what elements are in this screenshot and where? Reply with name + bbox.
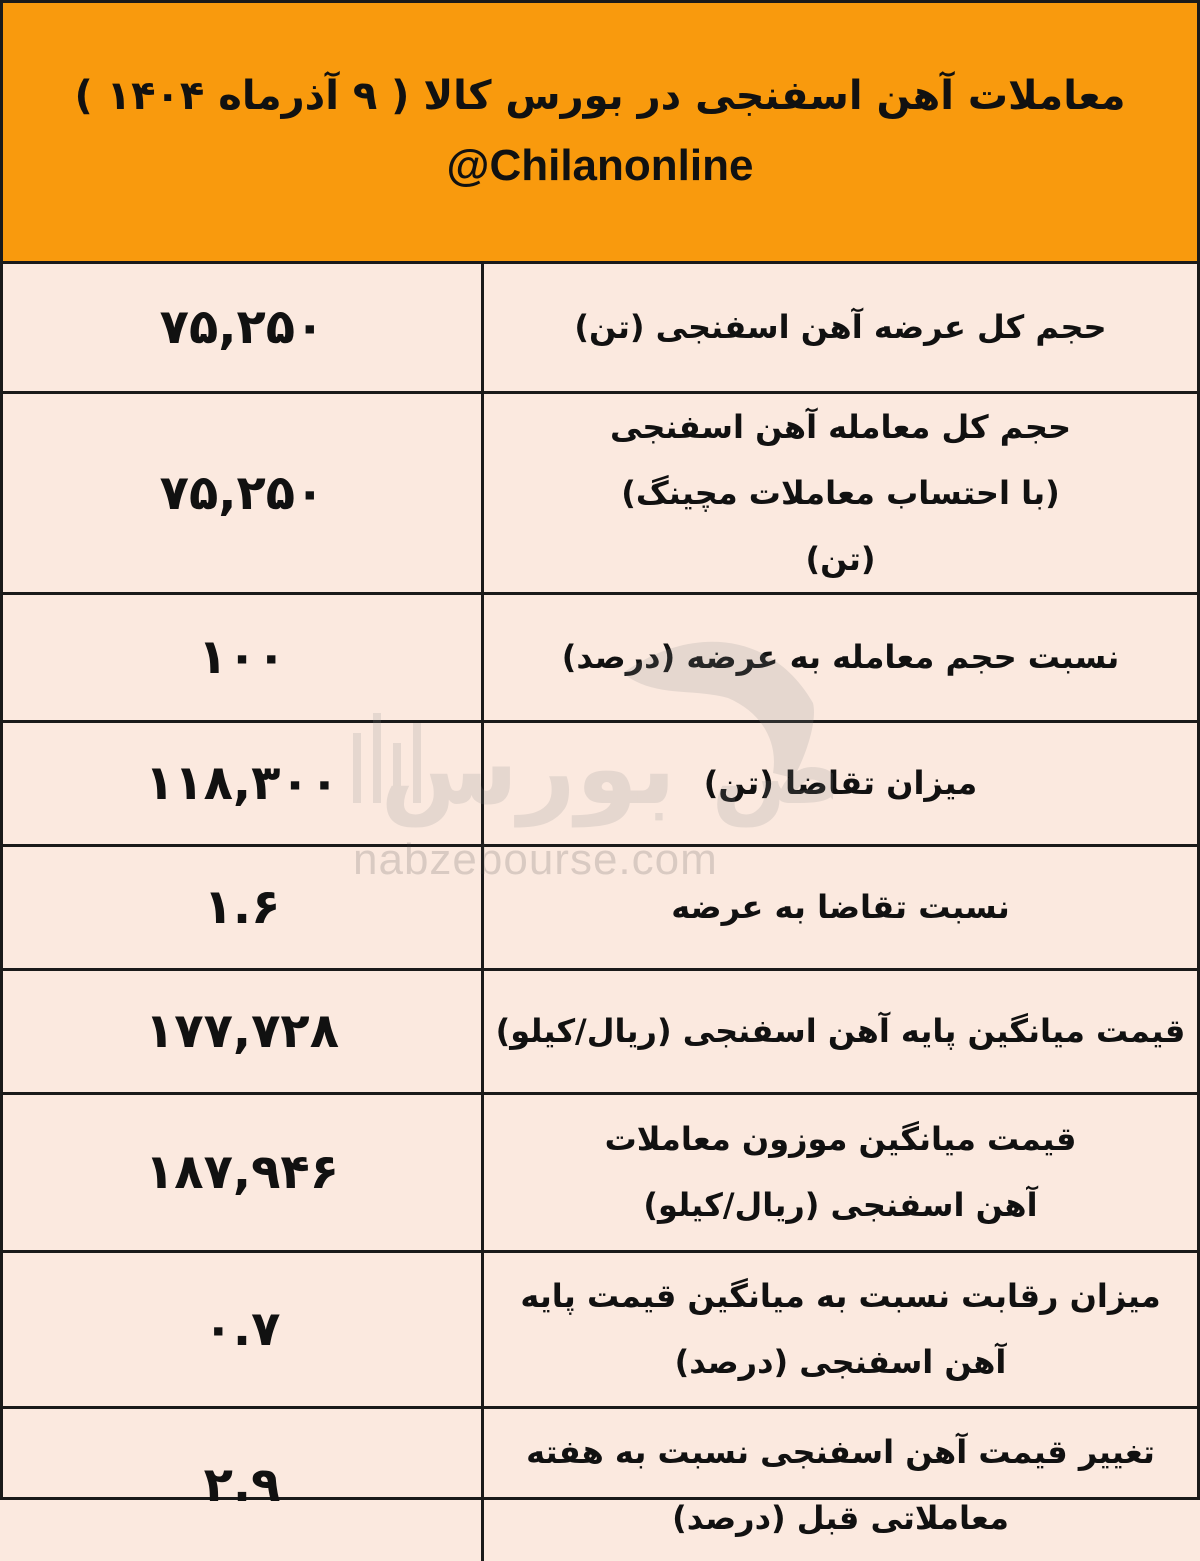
table-row [3, 264, 1197, 392]
row-value: ۲.۹ [3, 1407, 483, 1561]
row-value: ۷۵,۲۵۰ [3, 264, 483, 392]
row-value: ۱.۶ [3, 845, 483, 969]
row-label: نسبت تقاضا به عرضه [483, 845, 1198, 969]
row-label: میزان تقاضا (تن) [483, 721, 1198, 845]
trades-table [3, 264, 1197, 1561]
row-label: حجم کل عرضه آهن اسفنجی (تن) [574, 308, 1107, 347]
table-row [3, 1407, 1197, 1561]
row-label: نسبت حجم معامله به عرضه (درصد) [483, 593, 1198, 721]
row-label: میزان رقابت نسبت به میانگین قیمت پایه آهن اسفنجی (درصد) [483, 1251, 1198, 1407]
row-label: قیمت میانگین موزون معاملات آهن اسفنجی (ریال/کیلو) [483, 1093, 1198, 1251]
watermark-site: nabzebourse.com [353, 835, 718, 884]
report-header [3, 3, 1197, 264]
table-row [3, 593, 1197, 721]
row-value: ۱۰۰ [3, 593, 483, 721]
row-label: قیمت میانگین پایه آهن اسفنجی (ریال/کیلو) [483, 969, 1198, 1093]
channel-handle: @Chilanonline [446, 141, 754, 190]
table-row [3, 1093, 1197, 1251]
table-row [3, 845, 1197, 969]
row-value: ۱۱۸,۳۰۰ [3, 721, 483, 845]
report-title: معاملات آهن اسفنجی در بورس کالا ( ۹ آذرماه ۱۴۰۴ ) [74, 73, 1126, 119]
row-label: تغییر قیمت آهن اسفنجی نسبت به هفته معاملاتی قبل (درصد) [483, 1407, 1198, 1561]
row-label: حجم کل معامله آهن اسفنجی (با احتساب معاملات مچینگ) (تن) [483, 392, 1198, 593]
row-value: ۱۷۷,۷۲۸ [3, 969, 483, 1093]
row-value: ۷۵,۲۵۰ [3, 392, 483, 593]
row-value: ۱۸۷,۹۴۶ [3, 1093, 483, 1251]
row-value: ۰.۷ [3, 1251, 483, 1407]
table-row [3, 721, 1197, 845]
table-row [3, 969, 1197, 1093]
watermark-logo-text: ض بورس [380, 710, 833, 827]
table-row [3, 1251, 1197, 1407]
table-row [3, 392, 1197, 593]
